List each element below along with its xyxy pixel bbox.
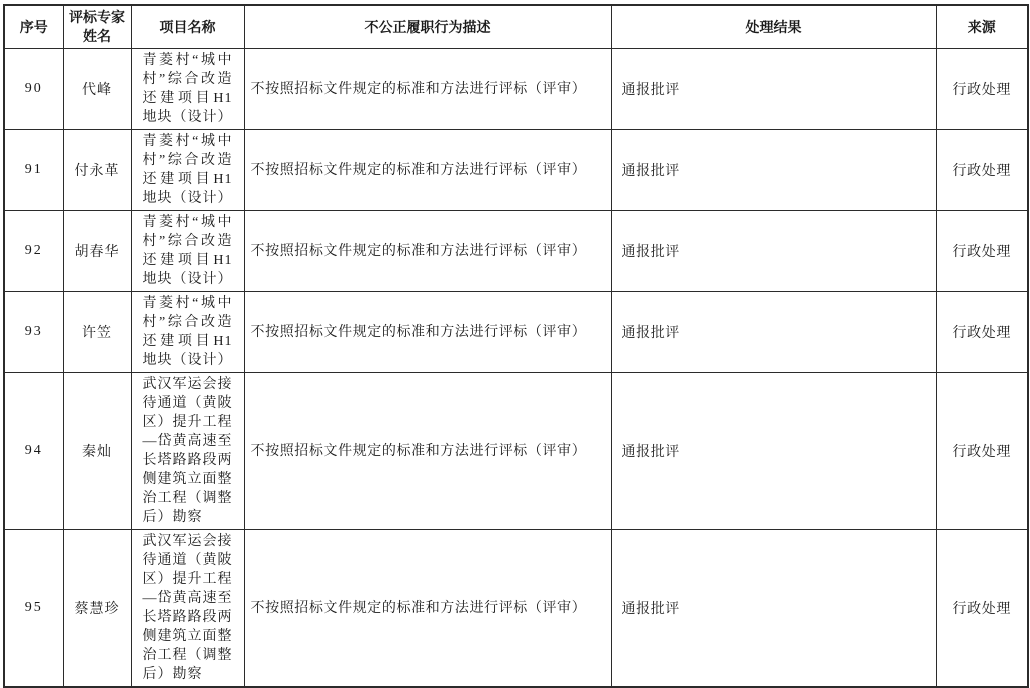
header-serial: 序号: [4, 5, 63, 49]
expert-name-cell: 代峰: [63, 49, 131, 130]
project-name-cell: 武汉军运会接待通道（黄陂区）提升工程—岱黄高速至长塔路路段两侧建筑立面整治工程（调整后）勘察: [131, 530, 244, 688]
behavior-cell: 不按照招标文件规定的标准和方法进行评标（评审）: [244, 130, 611, 211]
header-behavior-description: 不公正履职行为描述: [244, 5, 611, 49]
table-row: [4, 211, 1028, 292]
expert-name-cell: 许笠: [63, 292, 131, 373]
project-name-cell: 青菱村“城中村”综合改造还建项目H1地块（设计）: [131, 49, 244, 130]
table-row: [4, 292, 1028, 373]
source-cell: 行政处理: [936, 211, 1028, 292]
expert-name-cell: 蔡慧珍: [63, 530, 131, 688]
header-result: 处理结果: [611, 5, 936, 49]
table-row: [4, 373, 1028, 530]
behavior-cell: 不按照招标文件规定的标准和方法进行评标（评审）: [244, 211, 611, 292]
source-cell: 行政处理: [936, 530, 1028, 688]
source-cell: 行政处理: [936, 292, 1028, 373]
header-project-name: 项目名称: [131, 5, 244, 49]
source-cell: 行政处理: [936, 49, 1028, 130]
header-source: 来源: [936, 5, 1028, 49]
behavior-cell: 不按照招标文件规定的标准和方法进行评标（评审）: [244, 49, 611, 130]
result-cell: 通报批评: [611, 292, 936, 373]
result-cell: 通报批评: [611, 373, 936, 530]
table-row: [4, 130, 1028, 211]
behavior-cell: 不按照招标文件规定的标准和方法进行评标（评审）: [244, 292, 611, 373]
serial-cell: 94: [4, 373, 63, 530]
expert-name-cell: 胡春华: [63, 211, 131, 292]
serial-cell: 93: [4, 292, 63, 373]
project-name-cell: 青菱村“城中村”综合改造还建项目H1地块（设计）: [131, 130, 244, 211]
project-name-cell: 青菱村“城中村”综合改造还建项目H1地块（设计）: [131, 292, 244, 373]
source-cell: 行政处理: [936, 130, 1028, 211]
table-header-row: [4, 5, 1028, 49]
expert-name-cell: 秦灿: [63, 373, 131, 530]
result-cell: 通报批评: [611, 530, 936, 688]
expert-penalty-table: [3, 4, 1029, 688]
serial-cell: 95: [4, 530, 63, 688]
source-cell: 行政处理: [936, 373, 1028, 530]
serial-cell: 91: [4, 130, 63, 211]
project-name-cell: 武汉军运会接待通道（黄陂区）提升工程—岱黄高速至长塔路路段两侧建筑立面整治工程（调整后）勘察: [131, 373, 244, 530]
behavior-cell: 不按照招标文件规定的标准和方法进行评标（评审）: [244, 373, 611, 530]
header-expert-name: 评标专家姓名: [63, 5, 131, 49]
result-cell: 通报批评: [611, 49, 936, 130]
expert-name-cell: 付永革: [63, 130, 131, 211]
serial-cell: 90: [4, 49, 63, 130]
result-cell: 通报批评: [611, 211, 936, 292]
behavior-cell: 不按照招标文件规定的标准和方法进行评标（评审）: [244, 530, 611, 688]
table-row: [4, 530, 1028, 688]
result-cell: 通报批评: [611, 130, 936, 211]
table-row: [4, 49, 1028, 130]
serial-cell: 92: [4, 211, 63, 292]
project-name-cell: 青菱村“城中村”综合改造还建项目H1地块（设计）: [131, 211, 244, 292]
